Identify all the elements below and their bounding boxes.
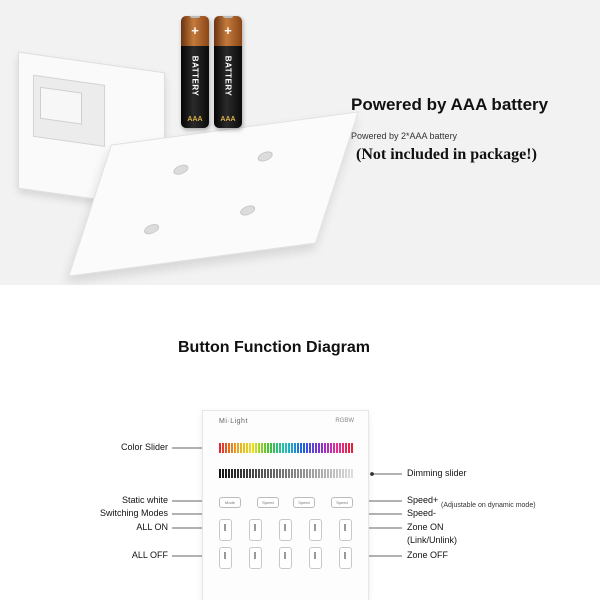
battery-heading: Powered by AAA battery — [351, 95, 549, 114]
all-on-button[interactable] — [219, 519, 232, 541]
speed-minus-button[interactable]: Speed — [293, 497, 315, 508]
switching-modes-button[interactable]: Speed — [257, 497, 279, 508]
battery-plus: + — [191, 23, 199, 38]
zone-3-on-button[interactable] — [309, 519, 322, 541]
screw-hole — [143, 223, 161, 235]
zone-2-off-button[interactable] — [279, 547, 292, 569]
aaa-battery — [214, 16, 242, 128]
panel-brand: Mi·Light — [219, 418, 248, 425]
static-white-button[interactable]: Mode — [219, 497, 241, 508]
label-zone-off: Zone OFF — [407, 550, 449, 560]
label-speed-minus: Speed- — [407, 508, 437, 518]
battery-label: BATTERY — [190, 55, 200, 97]
label-all-off: ALL OFF — [131, 550, 168, 560]
dimming-slider[interactable] — [219, 469, 353, 478]
remote-panel — [202, 410, 369, 600]
frame-recess — [33, 75, 105, 147]
battery-subheading: Powered by 2*AAA battery — [351, 131, 458, 141]
label-link-unlink: (Link/Unlink) — [407, 535, 458, 545]
label-all-on: ALL ON — [136, 522, 168, 532]
label-speed-note: (Adjustable on dynamic mode) — [441, 502, 536, 509]
zone-1-on-button[interactable] — [249, 519, 262, 541]
zone-3-off-button[interactable] — [309, 547, 322, 569]
button-diagram-section — [0, 285, 600, 600]
speed-plus-button[interactable]: Speed — [331, 497, 353, 508]
all-off-button[interactable] — [219, 547, 232, 569]
label-dimming-slider: Dimming slider — [407, 468, 467, 478]
battery-size: AAA — [187, 116, 203, 123]
screw-hole — [172, 164, 190, 176]
battery-plus: + — [224, 23, 232, 38]
battery-section — [0, 0, 600, 285]
label-speed-plus: Speed+ — [407, 495, 439, 505]
frame-battery-slot — [40, 87, 82, 125]
label-static-white: Static white — [121, 495, 168, 505]
color-slider[interactable] — [219, 443, 353, 453]
diagram-title: Button Function Diagram — [178, 339, 370, 356]
zone-4-off-button[interactable] — [339, 547, 352, 569]
zone-1-off-button[interactable] — [249, 547, 262, 569]
battery-note: (Not included in package!) — [356, 146, 537, 163]
screw-hole — [256, 150, 274, 162]
aaa-battery — [181, 16, 209, 128]
label-zone-on: Zone ON — [407, 522, 444, 532]
battery-size: AAA — [220, 116, 236, 123]
zone-4-on-button[interactable] — [339, 519, 352, 541]
battery-label: BATTERY — [223, 55, 233, 97]
label-color-slider: Color Slider — [120, 442, 168, 452]
label-switching-modes: Switching Modes — [99, 508, 168, 518]
panel-model: RGBW — [335, 418, 354, 424]
zone-2-on-button[interactable] — [279, 519, 292, 541]
screw-hole — [239, 204, 257, 216]
